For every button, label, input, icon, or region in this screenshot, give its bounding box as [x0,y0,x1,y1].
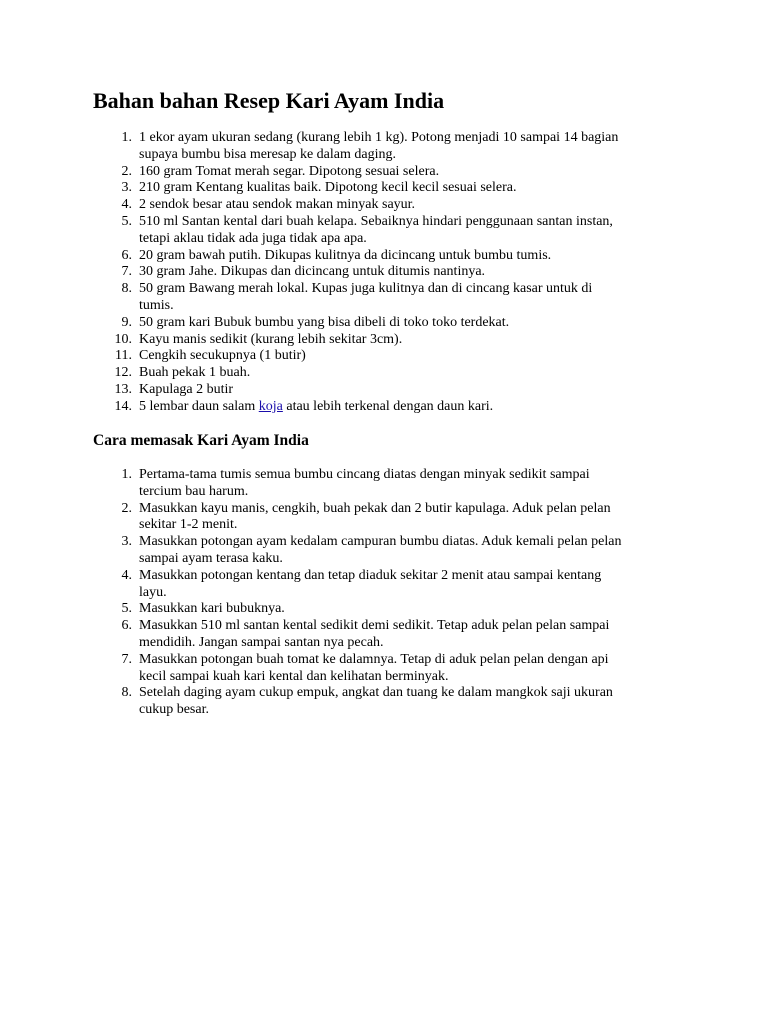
list-item-text: Cengkih secukupnya (1 butir) [139,348,306,364]
list-item-text: Masukkan kari bubuknya. [139,601,285,617]
ingredient-item [0,399,700,416]
ingredient-item [0,214,700,248]
list-number: 7. [121,651,132,667]
list-item-text: Masukkan potongan ayam kedalam campuran bumbu diatas. Aduk kemali pelan pelan [139,534,622,550]
list-item-text: 2 sendok besar atau sendok makan minyak sayur. [139,197,416,213]
steps-list [0,467,700,719]
step-item [0,652,700,686]
list-number: 3. [121,534,132,550]
list-number: 4. [121,567,132,583]
list-item-text: 20 gram bawah putih. Dikupas kulitnya da dicincang untuk bumbu tumis. [139,247,552,263]
list-item-text: Kapulaga 2 butir [139,381,234,397]
list-number: 10. [114,331,132,347]
list-number: 6. [121,618,132,634]
step-item [0,534,700,568]
list-item-text: 160 gram Tomat merah segar. Dipotong sesuai selera. [139,163,440,179]
step-item [0,685,700,719]
list-item-text: 510 ml Santan kental dari buah kelapa. Sebaiknya hindari penggunaan santan instan, [139,213,613,229]
step-item [0,618,700,652]
ingredient-item [0,382,700,399]
list-number: 1. [121,467,132,482]
list-item-text: supaya bumbu bisa meresap ke dalam daging. [139,146,396,162]
list-item-text: 50 gram Bawang merah lokal. Kupas juga kulitnya dan di cincang kasar untuk di [139,281,593,297]
list-item-text: layu. [139,584,167,600]
list-number: 5. [121,213,132,229]
ingredient-item [0,281,700,315]
step-item [0,601,700,618]
list-item-text: 1 ekor ayam ukuran sedang (kurang lebih 1 kg). Potong menjadi 10 sampai 14 bagian [139,130,619,145]
ingredient-item [0,332,700,349]
list-item-text: sekitar 1-2 menit. [139,517,238,533]
list-number: 8. [121,685,132,701]
list-number: 1. [121,130,132,145]
ingredient-item [0,315,700,332]
list-item-text: sampai ayam terasa kaku. [139,550,283,566]
list-number: 7. [121,264,132,280]
list-item-text: tetapi aklau tidak ada juga tidak apa apa. [139,230,367,246]
list-number: 11. [115,348,132,364]
list-number: 8. [121,281,132,297]
list-item-text-before: 5 lembar daun salam [139,398,259,414]
koja-link[interactable]: koja [258,398,283,414]
step-item [0,501,700,535]
list-item-text: tumis. [139,297,174,313]
ingredient-item [0,365,700,382]
list-item-text: Masukkan 510 ml santan kental sedikit demi sedikit. Tetap aduk pelan pelan sampai [139,618,610,634]
ingredient-item [0,197,700,214]
list-number: 5. [121,601,132,617]
list-item-text: Kayu manis sedikit (kurang lebih sekitar 3cm). [139,331,403,347]
page-title: Bahan bahan Resep Kari Ayam India [93,88,445,113]
step-item [0,467,700,501]
list-item-text: Masukkan potongan kentang dan tetap diaduk sekitar 2 menit atau sampai kentang [139,567,602,583]
list-number: 12. [114,365,132,381]
ingredient-item [0,348,700,365]
ingredients-list [0,130,700,416]
list-number: 14. [114,398,132,414]
ingredient-item [0,180,700,197]
list-item-text: tercium bau harum. [139,483,249,499]
step-item [0,568,700,602]
list-number: 9. [121,314,132,330]
ingredient-item [0,248,700,265]
list-item-text: 50 gram kari Bubuk bumbu yang bisa dibeli di toko toko terdekat. [139,314,510,330]
list-item-text: Masukkan kayu manis, cengkih, buah pekak dan 2 butir kapulaga. Aduk pelan pelan [139,500,611,516]
list-number: 2. [121,163,132,179]
list-item-text: Buah pekak 1 buah. [139,365,251,381]
section-heading: Cara memasak Kari Ayam India [93,432,309,449]
list-item-text: Setelah daging ayam cukup empuk, angkat dan tuang ke dalam mangkok saji ukuran [139,685,613,701]
list-item-text: 210 gram Kentang kualitas baik. Dipotong kecil kecil sesuai selera. [139,180,517,196]
list-number: 6. [121,247,132,263]
list-item-text: Pertama-tama tumis semua bumbu cincang diatas dengan minyak sedikit sampai [139,467,590,482]
list-item-text: Masukkan potongan buah tomat ke dalamnya. Tetap di aduk pelan pelan dengan api [139,651,609,667]
list-number: 13. [114,381,132,397]
list-item-text: mendidih. Jangan sampai santan nya pecah. [139,634,384,650]
ingredient-item [0,164,700,181]
list-item-text: cukup besar. [139,702,209,718]
list-item-text: kecil sampai kuah kari kental dan kelihatan berminyak. [139,668,449,684]
list-number: 2. [121,500,132,516]
list-item-text-after: atau lebih terkenal dengan daun kari. [282,398,494,414]
ingredient-item [0,264,700,281]
list-item-text: 30 gram Jahe. Dikupas dan dicincang untuk ditumis nantinya. [139,264,486,280]
list-number: 3. [121,180,132,196]
list-item-text [139,399,700,416]
ingredient-item [0,130,700,164]
list-number: 4. [121,197,132,213]
